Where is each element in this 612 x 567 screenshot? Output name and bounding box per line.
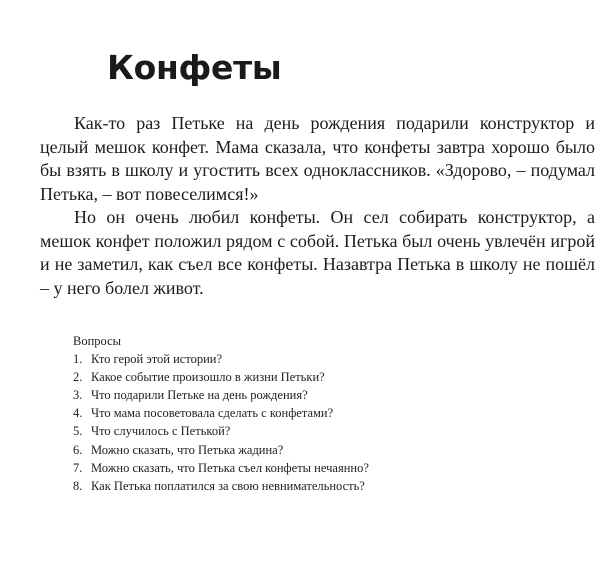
question-text: Что мама посоветовала сделать с конфетами?: [91, 406, 334, 421]
question-number: 8.: [73, 478, 83, 493]
question-text: Какое событие произошло в жизни Петьки?: [91, 370, 325, 385]
question-number: 7.: [73, 460, 83, 475]
story-text: [40, 112, 595, 300]
question-item: [73, 441, 369, 459]
questions-list: [73, 350, 369, 495]
question-text: Что случилось с Петькой?: [91, 424, 231, 439]
question-text: Что подарили Петьке на день рождения?: [91, 388, 308, 403]
question-item: [73, 477, 369, 495]
question-text: Как Петька поплатился за свою невнимательность?: [91, 478, 365, 493]
question-number: 2.: [73, 370, 83, 385]
question-number: 4.: [73, 406, 83, 421]
question-number: 3.: [73, 388, 83, 403]
questions-section: [73, 332, 369, 495]
question-text: Можно сказать, что Петька съел конфеты нечаянно?: [91, 460, 369, 475]
question-number: 1.: [73, 352, 83, 367]
question-item: [73, 350, 369, 368]
question-text: Можно сказать, что Петька жадина?: [91, 442, 284, 457]
question-item: [73, 422, 369, 440]
question-text: Кто герой этой истории?: [91, 352, 223, 367]
question-item: [73, 368, 369, 386]
page-title: Конфеты: [107, 48, 282, 87]
story-paragraph: Но он очень любил конфеты. Он сел собирать конструктор, а мешок конфет положил рядом с собой. Петька был очень увлечён игрой и не заметил, как съел все конфеты. Назавтра Петька в школу не пошёл – у него болел живот.: [40, 207, 595, 298]
questions-heading: Вопросы: [73, 334, 122, 348]
question-item: [73, 386, 369, 404]
question-item: [73, 459, 369, 477]
question-item: [73, 404, 369, 422]
story-paragraph: Как-то раз Петьке на день рождения подарили конструктор и целый мешок конфет. Мама сказала, что конфеты завтра хорошо было бы взять в школу и угостить всех одноклассников. «Здорово, – подумал Петька, – вот повеселимся!»: [40, 113, 595, 204]
question-number: 6.: [73, 442, 83, 457]
question-number: 5.: [73, 424, 83, 439]
